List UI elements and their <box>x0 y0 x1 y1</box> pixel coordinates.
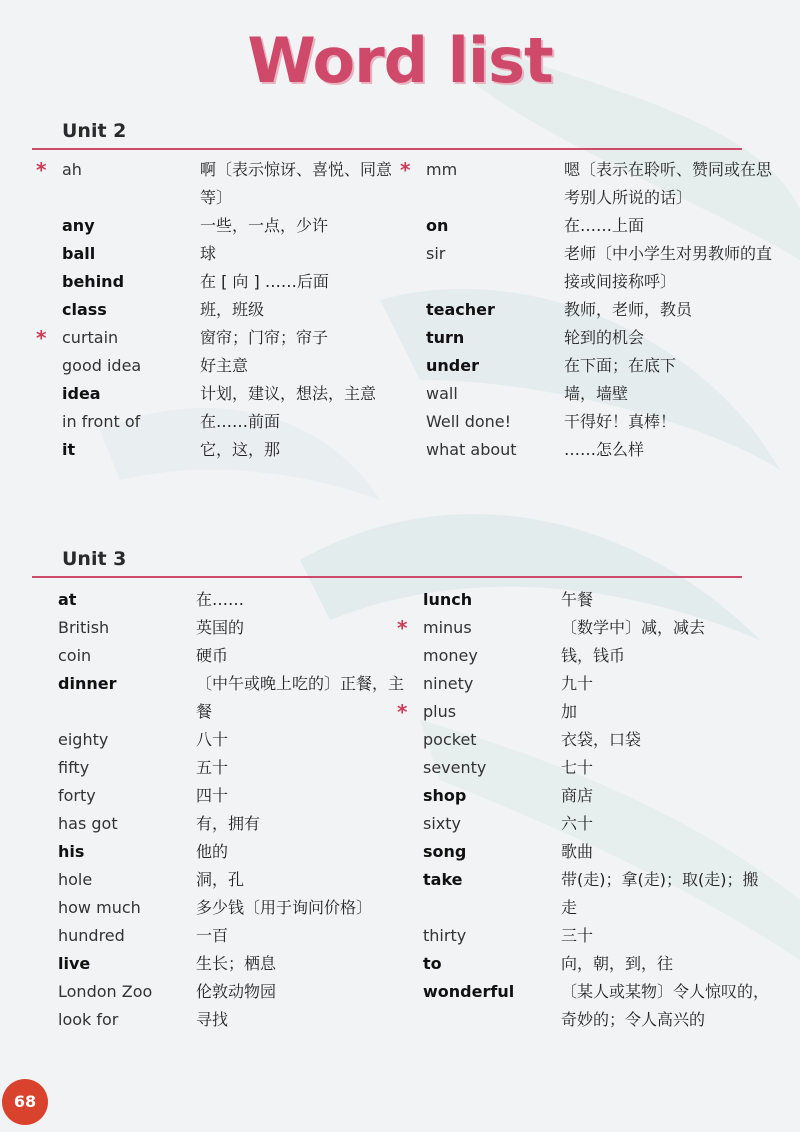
word-entry <box>58 782 408 810</box>
word-entry <box>426 296 776 324</box>
entry-definition: 嗯〔表示在聆听、赞同或在思考别人所说的话〕 <box>564 160 773 207</box>
entry-word: what about <box>426 440 517 459</box>
entry-definition: ……怎么样 <box>564 440 645 459</box>
entry-word: eighty <box>58 730 109 749</box>
entry-word: his <box>58 842 85 861</box>
entry-word: hole <box>58 870 93 889</box>
entry-word: wall <box>426 384 458 403</box>
word-entry <box>423 642 773 670</box>
entry-definition: 衣袋，口袋 <box>561 730 642 749</box>
entry-word: dinner <box>58 674 117 693</box>
word-entry <box>62 436 412 464</box>
entry-definition: 教师，老师，教员 <box>564 300 693 319</box>
entry-definition: 六十 <box>561 814 594 833</box>
unit-divider <box>32 576 742 578</box>
word-entry <box>397 698 773 726</box>
word-column-right <box>400 156 776 464</box>
entry-word: how much <box>58 898 141 917</box>
entry-word: at <box>58 590 77 609</box>
word-entry <box>426 436 776 464</box>
entry-definition: 向，朝，到，往 <box>561 954 674 973</box>
entry-definition: 啊〔表示惊讶、喜悦、同意等〕 <box>200 160 393 207</box>
page-number: 68 <box>2 1079 48 1125</box>
word-entry <box>62 408 412 436</box>
entry-word: curtain <box>62 328 119 347</box>
entry-word: Well done! <box>426 412 512 431</box>
word-entry <box>36 324 412 352</box>
word-entry <box>397 614 773 642</box>
word-entry <box>423 726 773 754</box>
word-entry <box>58 894 408 922</box>
entry-definition: 多少钱〔用于询问价格〕 <box>196 898 373 917</box>
word-entry <box>423 922 773 950</box>
entry-definition: 它，这，那 <box>200 440 281 459</box>
word-entry <box>58 726 408 754</box>
entry-word: ninety <box>423 674 474 693</box>
entry-word: forty <box>58 786 96 805</box>
entry-definition: 英国的 <box>196 618 245 637</box>
word-entry <box>423 754 773 782</box>
word-entry <box>423 838 773 866</box>
entry-definition: 球 <box>200 244 217 263</box>
word-entry <box>58 978 408 1006</box>
entry-definition: 七十 <box>561 758 594 777</box>
word-entry <box>426 352 776 380</box>
entry-definition: 四十 <box>196 786 229 805</box>
entry-word: wonderful <box>423 982 515 1001</box>
word-entry <box>423 978 773 1034</box>
entry-word: it <box>62 440 76 459</box>
word-column-right <box>397 586 773 1034</box>
entry-word: ah <box>62 160 82 179</box>
word-entry <box>58 810 408 838</box>
entry-definition: 硬币 <box>196 646 229 665</box>
entry-word: London Zoo <box>58 982 153 1001</box>
entry-definition: 在…… <box>196 590 245 609</box>
word-entry <box>58 838 408 866</box>
asterisk-icon: * <box>400 158 411 182</box>
entry-word: fifty <box>58 758 90 777</box>
entry-word: pocket <box>423 730 477 749</box>
word-entry <box>426 240 776 296</box>
asterisk-icon: * <box>397 700 408 724</box>
entry-definition: 干得好！真棒！ <box>564 412 677 431</box>
entry-word: ball <box>62 244 96 263</box>
entry-word: plus <box>423 702 457 721</box>
word-entry <box>426 212 776 240</box>
entry-word: minus <box>423 618 472 637</box>
word-entry <box>423 950 773 978</box>
entry-definition: 计划，建议，想法，主意 <box>200 384 377 403</box>
word-entry <box>62 296 412 324</box>
word-entry <box>426 380 776 408</box>
entry-definition: 〔数学中〕减，减去 <box>561 618 706 637</box>
entry-definition: 九十 <box>561 674 594 693</box>
entry-word: money <box>423 646 478 665</box>
entry-definition: 在下面；在底下 <box>564 356 677 375</box>
entry-definition: 一百 <box>196 926 229 945</box>
word-column-left <box>36 156 412 464</box>
word-entry <box>36 156 412 212</box>
entry-word: coin <box>58 646 92 665</box>
asterisk-icon: * <box>397 616 408 640</box>
entry-definition: 〔某人或某物〕令人惊叹的，奇妙的；令人高兴的 <box>561 982 770 1029</box>
entry-word: hundred <box>58 926 125 945</box>
entry-word: behind <box>62 272 125 291</box>
entry-definition: 伦敦动物园 <box>196 982 277 1001</box>
entry-word: any <box>62 216 95 235</box>
entry-definition: 墙，墙壁 <box>564 384 629 403</box>
entry-definition: 钱，钱币 <box>561 646 626 665</box>
word-column-left <box>58 586 408 1034</box>
word-entry <box>62 268 412 296</box>
entry-definition: 在……上面 <box>564 216 645 235</box>
word-entry <box>426 324 776 352</box>
entry-word: in front of <box>62 412 141 431</box>
entry-word: live <box>58 954 91 973</box>
entry-definition: 有，拥有 <box>196 814 261 833</box>
entry-definition: 他的 <box>196 842 229 861</box>
entry-word: British <box>58 618 110 637</box>
entry-definition: 老师〔中小学生对男教师的直接或间接称呼〕 <box>564 244 773 291</box>
entry-word: song <box>423 842 467 861</box>
asterisk-icon: * <box>36 158 47 182</box>
entry-definition: 商店 <box>561 786 594 805</box>
word-entry <box>58 866 408 894</box>
entry-word: good idea <box>62 356 142 375</box>
word-entry <box>58 754 408 782</box>
word-entry <box>58 1006 408 1034</box>
word-entry <box>423 866 773 922</box>
word-entry <box>58 642 408 670</box>
entry-definition: 在……前面 <box>200 412 281 431</box>
entry-word: under <box>426 356 479 375</box>
entry-word: has got <box>58 814 118 833</box>
entry-definition: 五十 <box>196 758 229 777</box>
entry-word: thirty <box>423 926 467 945</box>
entry-definition: 带(走)；拿(走)；取(走)；搬走 <box>561 870 759 917</box>
entry-definition: 三十 <box>561 926 594 945</box>
entry-word: idea <box>62 384 101 403</box>
word-entry <box>423 810 773 838</box>
entry-definition: 轮到的机会 <box>564 328 645 347</box>
entry-definition: 生长；栖息 <box>196 954 277 973</box>
word-entry <box>58 614 408 642</box>
entry-word: turn <box>426 328 465 347</box>
unit-heading: Unit 3 <box>62 548 127 570</box>
entry-definition: 窗帘；门帘；帘子 <box>200 328 329 347</box>
word-entry <box>423 782 773 810</box>
entry-word: seventy <box>423 758 487 777</box>
word-entry <box>62 212 412 240</box>
entry-definition: 〔中午或晚上吃的〕正餐，主餐 <box>196 674 405 721</box>
word-entry <box>62 240 412 268</box>
word-entry <box>423 670 773 698</box>
entry-definition: 班，班级 <box>200 300 265 319</box>
entry-word: on <box>426 216 449 235</box>
word-entry <box>426 408 776 436</box>
entry-word: shop <box>423 786 467 805</box>
word-entry <box>58 586 408 614</box>
asterisk-icon: * <box>36 326 47 350</box>
entry-definition: 加 <box>561 702 578 721</box>
entry-word: class <box>62 300 107 319</box>
entry-definition: 一些，一点，少许 <box>200 216 329 235</box>
entry-definition: 午餐 <box>561 590 594 609</box>
entry-definition: 好主意 <box>200 356 249 375</box>
word-entry <box>58 670 408 726</box>
entry-word: to <box>423 954 442 973</box>
word-entry <box>62 380 412 408</box>
entry-definition: 歌曲 <box>561 842 594 861</box>
entry-word: lunch <box>423 590 473 609</box>
entry-definition: 洞，孔 <box>196 870 245 889</box>
word-entry <box>58 922 408 950</box>
entry-definition: 寻找 <box>196 1010 229 1029</box>
word-entry <box>400 156 776 212</box>
word-entry <box>62 352 412 380</box>
unit-divider <box>32 148 742 150</box>
word-entry <box>423 586 773 614</box>
entry-definition: 在 [ 向 ] ……后面 <box>200 272 329 291</box>
page-title: Word list <box>247 24 553 97</box>
unit-heading: Unit 2 <box>62 120 127 142</box>
entry-definition: 八十 <box>196 730 229 749</box>
entry-word: look for <box>58 1010 119 1029</box>
entry-word: sixty <box>423 814 461 833</box>
entry-word: mm <box>426 160 458 179</box>
entry-word: teacher <box>426 300 495 319</box>
entry-word: take <box>423 870 463 889</box>
word-entry <box>58 950 408 978</box>
entry-word: sir <box>426 244 446 263</box>
